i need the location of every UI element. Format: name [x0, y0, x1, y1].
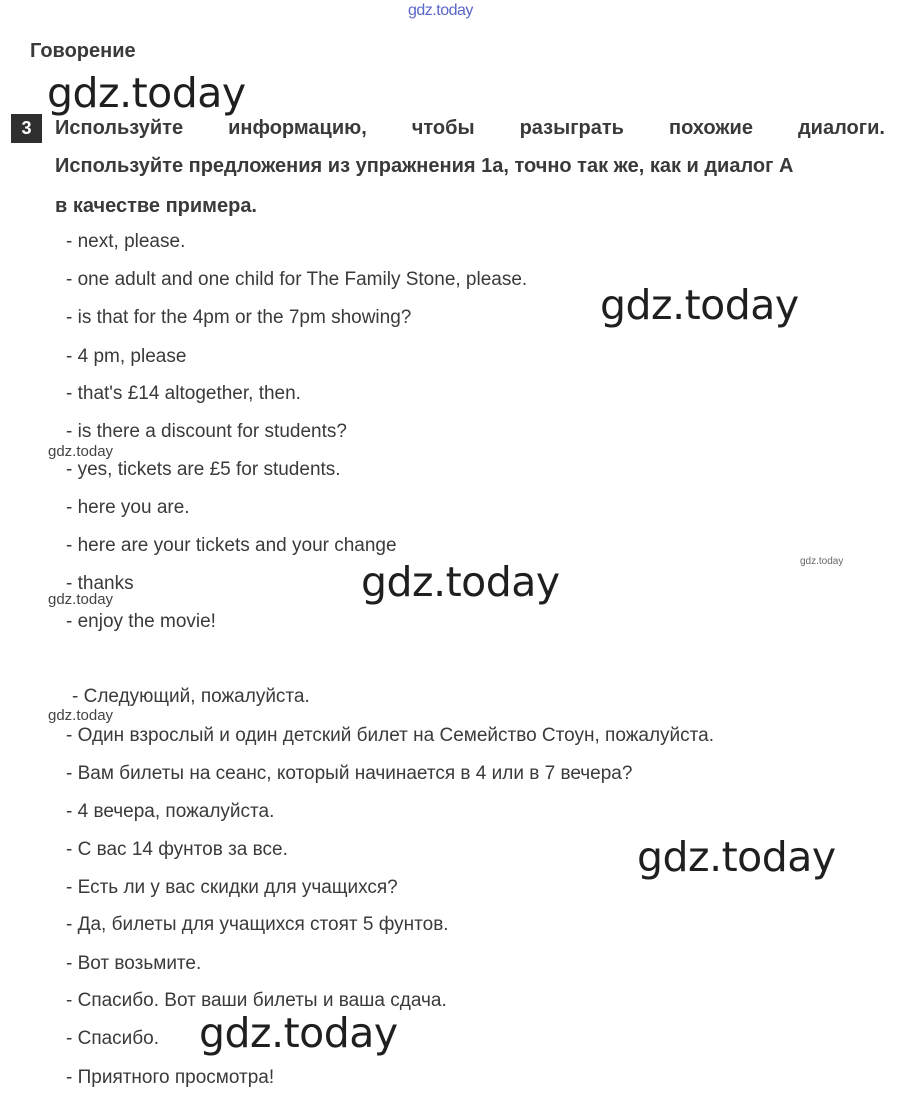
watermark-large: gdz.today — [361, 558, 560, 606]
exercise-number-badge: 3 — [11, 114, 42, 143]
dialogue-ru-line: - Вот возьмите. — [66, 953, 202, 974]
dialogue-en-line: - enjoy the movie! — [66, 611, 216, 632]
instruction-word: разыграть — [519, 117, 624, 139]
instruction-word: чтобы — [411, 117, 475, 139]
dialogue-en-line: - is there a discount for students? — [66, 421, 347, 442]
dialogue-ru-line: - Следующий, пожалуйста. — [72, 686, 310, 707]
instruction-word: диалоги. — [797, 117, 885, 139]
watermark-small: gdz.today — [48, 591, 114, 608]
dialogue-en-line: - here you are. — [66, 497, 190, 518]
section-title: Говорение — [30, 40, 136, 62]
dialogue-en-line: - is that for the 4pm or the 7pm showing? — [66, 307, 412, 328]
watermark-small: gdz.today — [48, 707, 114, 724]
dialogue-en-line: - next, please. — [66, 231, 186, 252]
instruction-word: похожие — [668, 117, 753, 139]
instruction-line-2: Используйте предложения из упражнения 1а, точно так же, как и диалог А — [55, 155, 794, 177]
dialogue-ru-line: - Есть ли у вас скидки для учащихся? — [66, 877, 398, 898]
instruction-line-1 — [55, 117, 885, 140]
instruction-line-3: в качестве примера. — [55, 195, 257, 217]
dialogue-en-line: - here are your tickets and your change — [66, 535, 397, 556]
dialogue-ru-line: - Да, билеты для учащихся стоят 5 фунтов. — [66, 914, 449, 935]
dialogue-ru-line: - С вас 14 фунтов за все. — [66, 839, 288, 860]
watermark-small: gdz.today — [48, 443, 114, 460]
watermark-tiny: gdz.today — [800, 556, 844, 567]
watermark-top: gdz.today — [408, 2, 473, 19]
dialogue-en-line: - that's £14 altogether, then. — [66, 383, 301, 404]
dialogue-ru-line: - Вам билеты на сеанс, который начинается в 4 или в 7 вечера? — [66, 763, 633, 784]
dialogue-en-line: - thanks — [66, 573, 134, 594]
dialogue-ru-line: - 4 вечера, пожалуйста. — [66, 801, 275, 822]
watermark-large: gdz.today — [637, 833, 836, 881]
instruction-word: информацию, — [228, 117, 367, 139]
dialogue-ru-line: - Спасибо. — [66, 1028, 160, 1049]
instruction-word: Используйте — [55, 117, 184, 139]
watermark-large: gdz.today — [199, 1009, 398, 1057]
dialogue-ru-line: - Спасибо. Вот ваши билеты и ваша сдача. — [66, 990, 447, 1011]
watermark-large: gdz.today — [600, 281, 799, 329]
watermark-large: gdz.today — [47, 69, 246, 117]
dialogue-ru-line: - Один взрослый и один детский билет на Семейство Стоун, пожалуйста. — [66, 725, 715, 746]
dialogue-en-line: - yes, tickets are £5 for students. — [66, 459, 341, 480]
dialogue-en-line: - one adult and one child for The Family Stone, please. — [66, 269, 528, 290]
dialogue-ru-line: - Приятного просмотра! — [66, 1067, 275, 1088]
dialogue-en-line: - 4 pm, please — [66, 346, 187, 367]
